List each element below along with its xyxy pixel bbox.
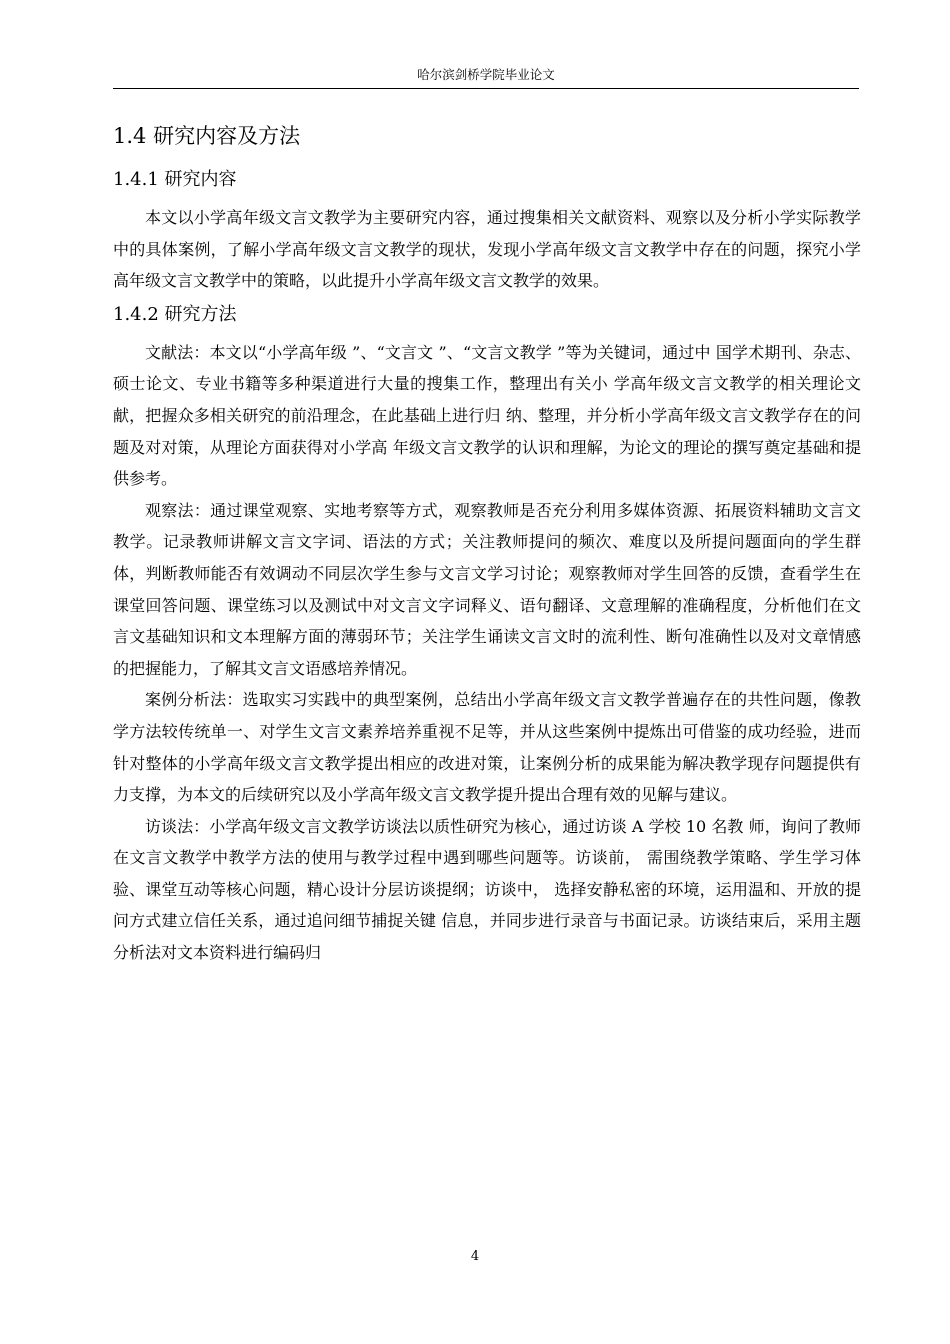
paragraph-observation-method: 观察法：通过课堂观察、实地考察等方式，观察教师是否充分利用多媒体资源、拓展资料辅助文言文教学。记录教师讲解文言文字词、语法的方式；关注教师提问的频次、难度以及所提问题面向的学生群体，判断教师能否有效调动不同层次学生参与文言文学习讨论；观察教师对学生回答的反馈，查看学生在课堂回答问题、课堂练习以及测试中对文言文字词释义、语句翻译、文意理解的准确程度，分析他们在文言文基础知识和文本理解方面的薄弱环节；关注学生诵读文言文时的流利性、断句准确性以及对文章情感的把握能力，了解其文言文语感培养情况。 xyxy=(113,500,861,678)
page-header xyxy=(113,66,859,89)
subsection-heading-research-methods: 1.4.2 研究方法 xyxy=(113,303,237,325)
paragraph-literature-method: 文献法：本文以“小学高年级 ”、“文言文 ”、“文言文教学 ”等为关键词，通过中 国学术期刊、杂志、硕士论文、专业书籍等多种渠道进行大量的搜集工作，整理出有关小 学高年级文言文教学的相关理论文献，把握众多相关研究的前沿理念，在此基础上进行归 纳、整理，并分析小学高年级文言文教学存在的问题及对对策，从理论方面获得对小学高 年级文言文教学的认识和理解，为论文的理论的撰写奠定基础和提供参考。 xyxy=(113,342,861,489)
subsection-heading-research-content: 1.4.1 研究内容 xyxy=(113,169,237,190)
section-heading: 1.4 研究内容及方法 xyxy=(113,124,301,148)
page-number: 4 xyxy=(470,1249,480,1264)
header-title: 哈尔滨剑桥学院毕业论文 xyxy=(417,67,555,82)
document-body xyxy=(113,118,861,969)
paragraph-interview-method: 访谈法：小学高年级文言文教学访谈法以质性研究为核心，通过访谈 A 学校 10 名教 师，询问了教师在文言文教学中教学方法的使用与教学过程中遇到哪些问题等。访谈前， 需围绕教学策略、学生学习体验、课堂互动等核心问题，精心设计分层访谈提纲；访谈中， 选择安静私密的环境，运用温和、开放的提问方式建立信任关系，通过追问细节捕捉关键 信息，并同步进行录音与书面记录。访谈结束后，采用主题分析法对文本资料进行编码归 xyxy=(113,816,861,963)
paragraph-case-analysis-method: 案例分析法：选取实习实践中的典型案例，总结出小学高年级文言文教学普遍存在的共性问题，像教学方法较传统单一、对学生文言文素养培养重视不足等，并从这些案例中提炼出可借鉴的成功经验，进而针对整体的小学高年级文言文教学提出相应的改进对策，让案例分析的成果能为解决教学现存问题提供有力支撑，为本文的后续研究以及小学高年级文言文教学提升提出合理有效的见解与建议。 xyxy=(113,690,861,805)
paragraph-research-content: 本文以小学高年级文言文教学为主要研究内容，通过搜集相关文献资料、观察以及分析小学实际教学中的具体案例，了解小学高年级文言文教学的现状，发现小学高年级文言文教学中存在的问题，探究小学高年级文言文教学中的策略，以此提升小学高年级文言文教学的效果。 xyxy=(113,208,861,291)
